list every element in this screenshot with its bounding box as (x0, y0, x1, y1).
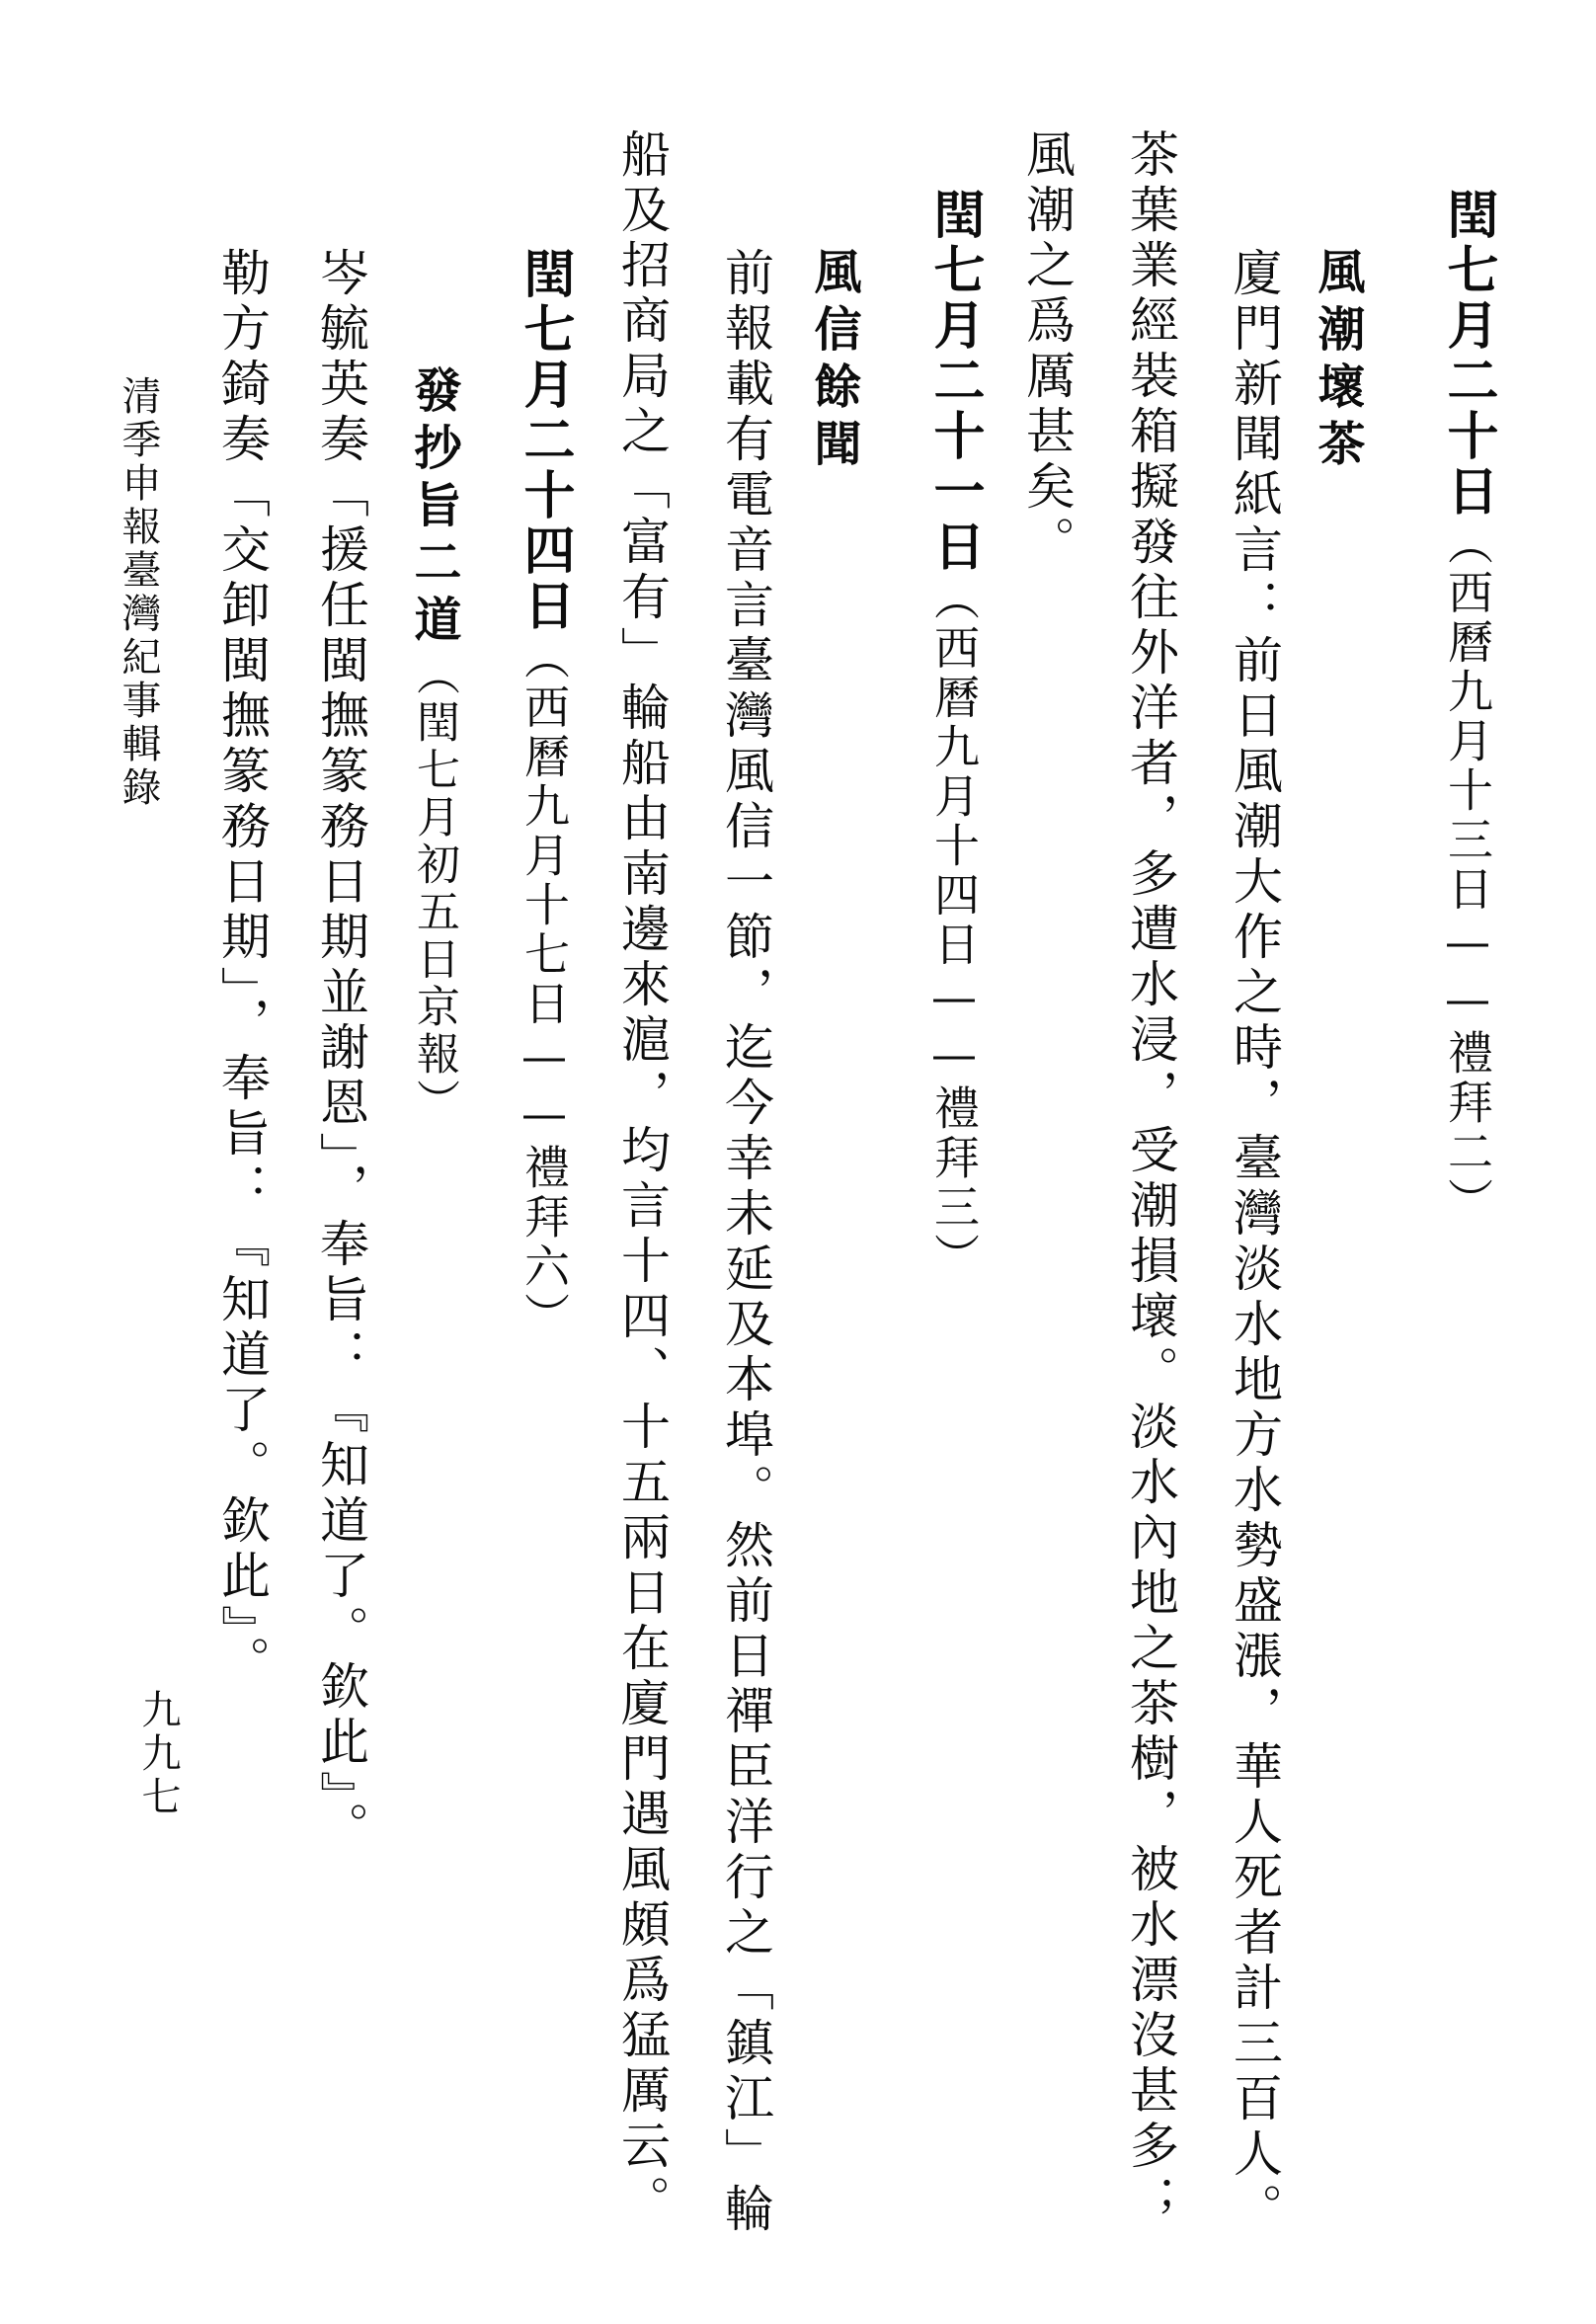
date-heading-1-text: 閏七月二十日 (1438, 188, 1497, 520)
article-title-2: 風信餘聞 (806, 247, 861, 476)
date-heading-1 (1438, 188, 1497, 1227)
article-title-3 (406, 365, 461, 1126)
date-note-2: （西曆九月十四日——禮拜三） (927, 575, 981, 1282)
date-heading-2-text: 閏七月二十一日 (924, 188, 984, 575)
date-heading-2 (924, 188, 984, 1282)
article-1-line-3: 風潮之爲厲甚矣。 (1018, 128, 1076, 571)
date-note-1: （西曆九月十三日——禮拜二） (1441, 520, 1494, 1227)
article-2-line-2: 船及招商局之「富有」輪船由南邊來滬，均言十四、十五兩日在廈門遇風頗爲猛厲云。 (613, 128, 671, 2230)
article-3-line-1: 岑毓英奏「援任閩撫篆務日期並謝恩」，奉旨：『知道了。欽此』。 (312, 247, 369, 1857)
article-title-3-note: （閏七月初五日京報） (409, 652, 459, 1126)
date-note-3: （西曆九月十七日——禮拜六） (518, 634, 571, 1341)
article-1-line-2: 茶葉業經裝箱擬發往外洋者，多遭水浸，受潮損壞。淡水內地之茶樹，被水漂沒甚多； (1122, 128, 1179, 2230)
article-title-3-text: 發抄旨二道 (406, 365, 461, 652)
page-number: 九九七 (135, 1689, 181, 1819)
article-2-line-1: 前報載有電音言臺灣風信一節，迄今幸未延及本埠。然前日禪臣洋行之「鎮江」輪 (717, 247, 774, 2238)
book-title: 清季申報臺灣紀事輯錄 (116, 375, 161, 810)
date-heading-3 (515, 247, 574, 1341)
date-heading-3-text: 閏七月二十四日 (515, 247, 574, 634)
article-1-line-1: 廈門新聞紙言：前日風潮大作之時，臺灣淡水地方水勢盛漲，華人死者計三百人。 (1226, 247, 1283, 2238)
article-title-1: 風潮壞茶 (1310, 247, 1365, 476)
article-3-line-2: 勒方錡奏「交卸閩撫篆務日期」，奉旨：『知道了。欽此』。 (213, 247, 271, 1691)
